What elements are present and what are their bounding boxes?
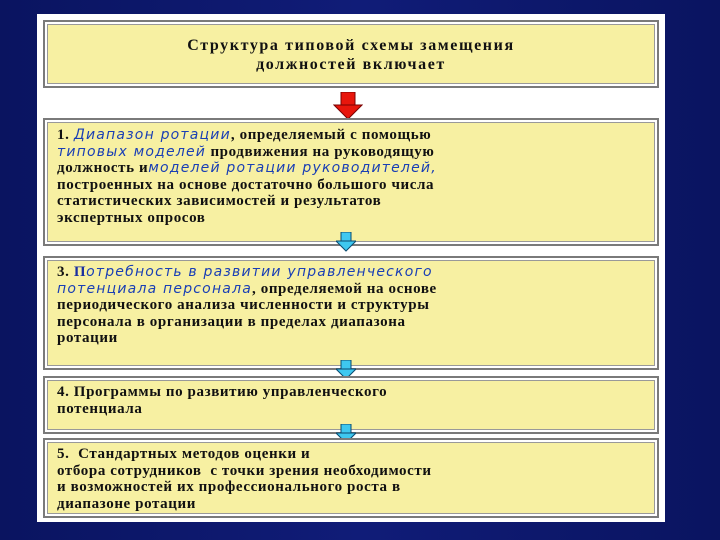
box1-text-3: должность и <box>57 160 149 176</box>
rotation-models-term: моделей ротации руководителей, <box>148 160 437 176</box>
cyan-arrow-down-icon-1 <box>336 232 356 252</box>
standard-methods-box <box>43 438 659 518</box>
development-need-box <box>43 256 659 370</box>
title-box <box>43 20 659 88</box>
box1-text-6: экспертных опросов <box>57 209 206 226</box>
box2-text-3: персонала в организации в пределах диапазона <box>57 313 406 330</box>
rotation-range-term: Диапазон ротации <box>73 127 231 143</box>
box2-text-1: , определяемой на основе <box>252 280 437 297</box>
box1-number: 1. <box>57 127 70 143</box>
development-need-term: отребность в развитии управленческого <box>86 264 433 280</box>
box2-text-2: периодического анализа численности и структуры <box>57 297 430 313</box>
box2-number: 3. <box>57 264 70 280</box>
box3-line-2: потенциала <box>57 400 143 417</box>
potential-term: потенциала персонала <box>57 280 253 297</box>
box1-text-4: построенных на основе достаточно большого числа <box>57 176 435 193</box>
box2-first-letter: П <box>73 264 87 280</box>
box4-line-4: диапазоне ротации <box>57 495 196 512</box>
box4-line-3: и возможностей их профессионального роста в <box>57 479 401 495</box>
title-line-2: должностей включает <box>256 56 446 73</box>
box1-text-5: статистических зависимостей и результатов <box>57 193 382 209</box>
box1-text-2: продвижения на руководящую <box>206 143 435 160</box>
rotation-range-box <box>43 118 659 246</box>
typical-models-term: типовых моделей <box>57 143 207 160</box>
red-arrow-down-icon <box>333 92 363 120</box>
box4-line-2: отбора сотрудников с точки зрения необходимости <box>57 462 432 479</box>
title-line-1: Структура типовой схемы замещения <box>187 37 515 54</box>
box4-line-1: 5. Стандартных методов оценки и <box>57 446 311 462</box>
box2-text-4: ротации <box>57 330 118 346</box>
box1-text-1: , определяемый с помощью <box>230 127 432 143</box>
box3-line-1: 4. Программы по развитию управленческого <box>57 384 388 400</box>
slide <box>37 14 665 522</box>
